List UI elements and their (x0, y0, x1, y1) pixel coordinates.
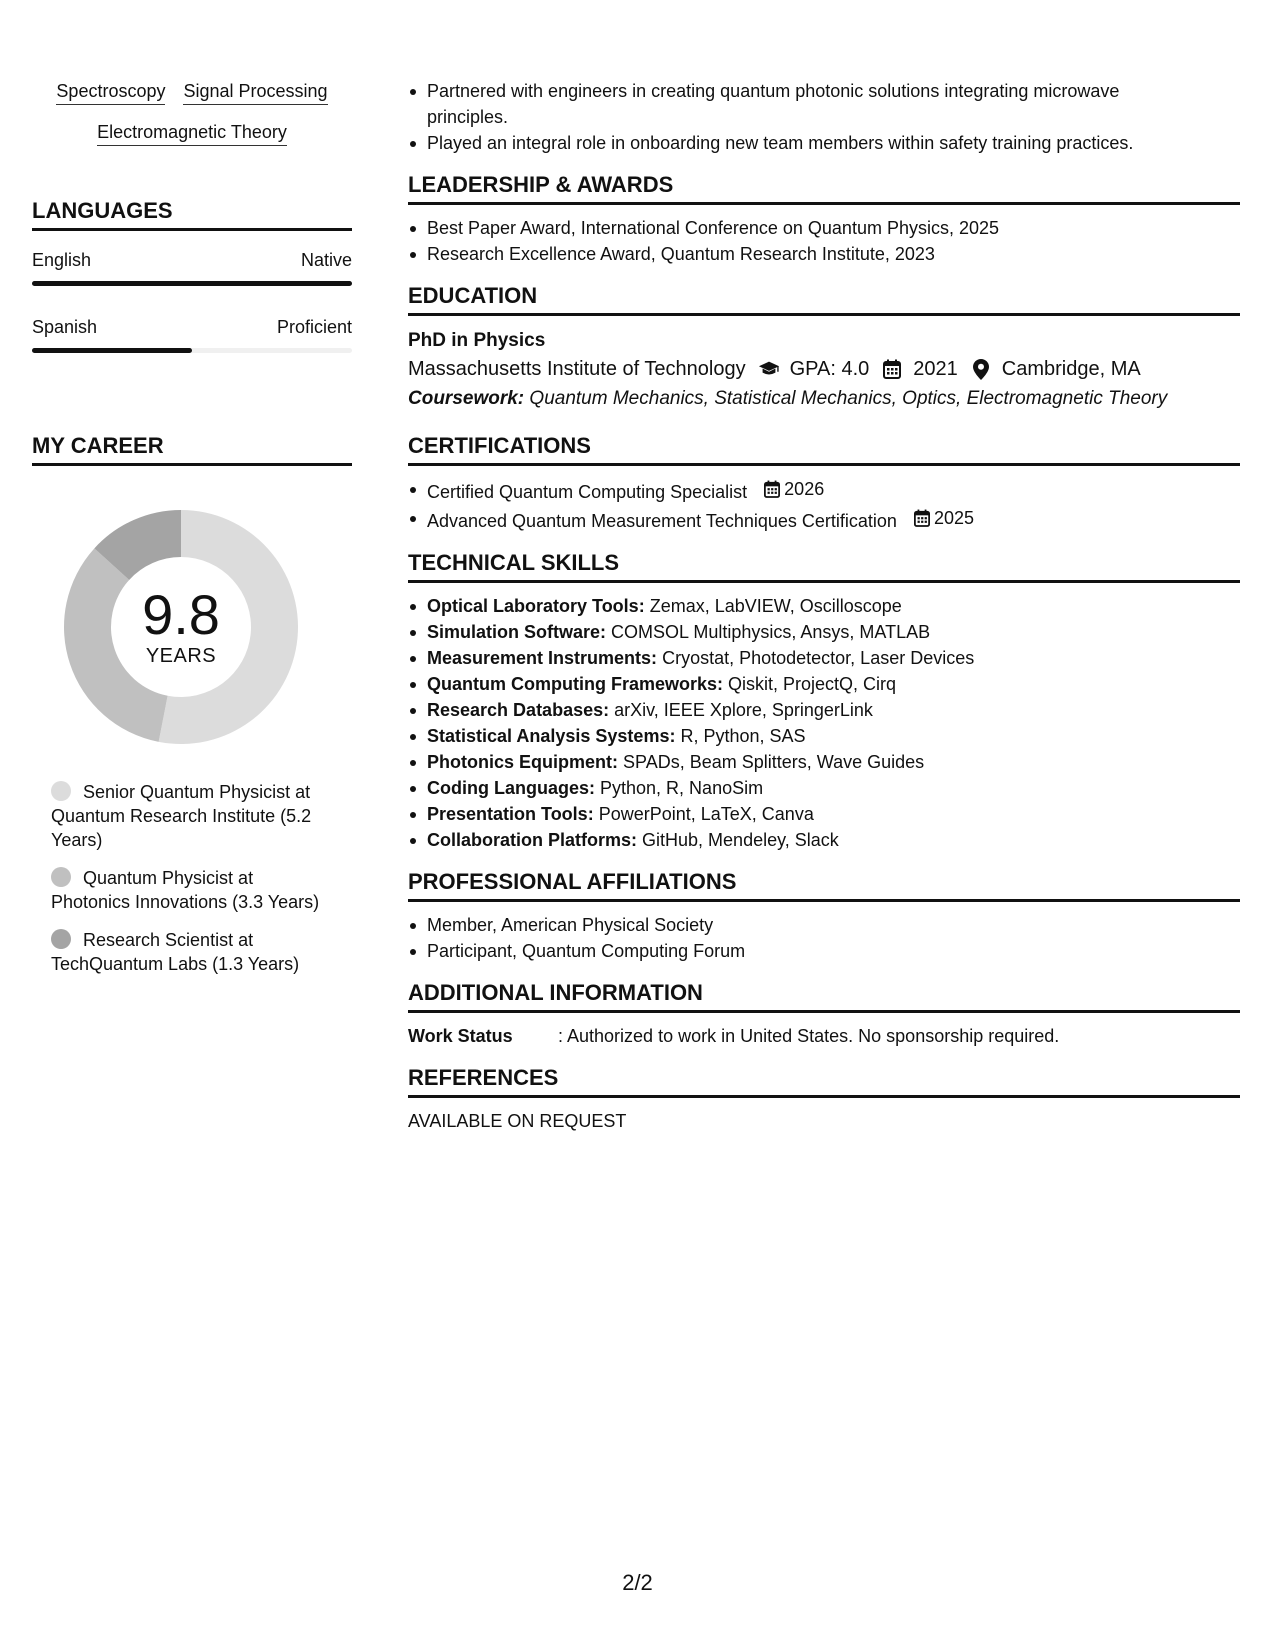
experience-bullet: Partnered with engineers in creating quantum photonic solutions integrating microwave principles. (408, 78, 1240, 130)
skill-tag: Spectroscopy (56, 80, 165, 105)
experience-bullet: Played an integral role in onboarding new team members within safety training practices. (408, 130, 1240, 156)
skill-item (408, 671, 1240, 697)
skill-item (408, 801, 1240, 827)
work-status-label: Work Status (408, 1026, 513, 1046)
skill-item (408, 619, 1240, 645)
skill-value: Qiskit, ProjectQ, Cirq (728, 674, 897, 694)
legend-text: Senior Quantum Physicist at Quantum Research Institute (5.2 Years) (51, 782, 312, 850)
references-text: AVAILABLE ON REQUEST (408, 1111, 627, 1131)
career-heading: MY CAREER (32, 433, 352, 466)
skill-value: GitHub, Mendeley, Slack (642, 830, 839, 850)
career-total-years: 9.8 (142, 583, 220, 646)
left-column (32, 80, 352, 990)
skill-tag: Electromagnetic Theory (97, 121, 287, 146)
skill-value: PowerPoint, LaTeX, Canva (598, 804, 814, 824)
language-bar (32, 348, 352, 353)
skill-item (408, 593, 1240, 619)
award-item: Research Excellence Award, Quantum Research Institute, 2023 (408, 241, 1240, 267)
calendar-icon (914, 509, 930, 527)
right-column (408, 78, 1240, 1134)
skill-label: Collaboration Platforms: (427, 830, 638, 850)
certification-item (408, 505, 1240, 534)
skill-item (408, 775, 1240, 801)
gpa: GPA: 4.0 (789, 358, 870, 380)
donut-center (56, 502, 306, 752)
coursework (408, 384, 1240, 414)
legend-dot (51, 781, 71, 801)
skill-label: Simulation Software: (427, 622, 607, 642)
school-name: Massachusetts Institute of Technology (408, 358, 746, 380)
language-level: Native (300, 250, 352, 270)
legend-text: Quantum Physicist at Photonics Innovations (3.3 Years) (51, 868, 320, 912)
certifications-list (408, 476, 1240, 534)
affiliations-heading: PROFESSIONAL AFFILIATIONS (408, 868, 1240, 902)
references-heading: REFERENCES (408, 1064, 1240, 1098)
affiliation-item: Participant, Quantum Computing Forum (408, 938, 1240, 964)
certification-date (764, 476, 824, 502)
education-details (408, 354, 1240, 384)
award-item: Best Paper Award, International Conference on Quantum Physics, 2025 (408, 215, 1240, 241)
skill-value: SPADs, Beam Splitters, Wave Guides (623, 752, 925, 772)
skill-item (408, 645, 1240, 671)
skill-label: Optical Laboratory Tools: (427, 596, 645, 616)
skill-item (408, 723, 1240, 749)
skill-value: R, Python, SAS (680, 726, 806, 746)
legend-item (51, 928, 332, 976)
location-pin-icon (970, 358, 992, 380)
affiliation-item: Member, American Physical Society (408, 912, 1240, 938)
skill-item (408, 827, 1240, 853)
experience-bullets (408, 78, 1240, 156)
skill-label: Research Databases: (427, 700, 610, 720)
coursework-label: Coursework: (408, 388, 525, 409)
skill-tags (32, 80, 352, 146)
leadership-list (408, 215, 1240, 267)
languages-heading: LANGUAGES (32, 198, 352, 231)
career-donut-chart (56, 502, 306, 752)
work-status-value: : Authorized to work in United States. No sponsorship required. (558, 1026, 1060, 1046)
page-number: 2/2 (622, 1570, 653, 1595)
additional-info-heading: ADDITIONAL INFORMATION (408, 979, 1240, 1013)
work-status-row (408, 1023, 1240, 1049)
skill-value: COMSOL Multiphysics, Ansys, MATLAB (611, 622, 931, 642)
certification-date (914, 505, 974, 531)
skill-label: Coding Languages: (427, 778, 595, 798)
legend-item (51, 866, 332, 914)
legend-text: Research Scientist at TechQuantum Labs (1.3 Years) (51, 930, 300, 974)
certifications-heading: CERTIFICATIONS (408, 432, 1240, 466)
skill-tag: Signal Processing (183, 80, 327, 105)
affiliations-list (408, 912, 1240, 964)
language-name: English (32, 250, 92, 270)
skills-heading: TECHNICAL SKILLS (408, 549, 1240, 583)
degree-title: PhD in Physics (408, 330, 546, 351)
legend-dot (51, 867, 71, 887)
skill-label: Measurement Instruments: (427, 648, 658, 668)
skill-label: Quantum Computing Frameworks: (427, 674, 724, 694)
certification-item (408, 476, 1240, 505)
skill-value: Cryostat, Photodetector, Laser Devices (662, 648, 975, 668)
legend-item (51, 780, 332, 852)
education-heading: EDUCATION (408, 282, 1240, 316)
language-row (32, 316, 352, 338)
career-total-unit: YEARS (145, 645, 217, 667)
leadership-heading: LEADERSHIP & AWARDS (408, 171, 1240, 205)
certification-name: Certified Quantum Computing Specialist (427, 482, 748, 502)
skill-value: Zemax, LabVIEW, Oscilloscope (649, 596, 902, 616)
calendar-icon (764, 480, 780, 498)
career-legend (32, 780, 332, 976)
skills-list (408, 593, 1240, 853)
calendar-icon (881, 358, 903, 380)
skill-label: Photonics Equipment: (427, 752, 618, 772)
language-row (32, 249, 352, 271)
language-bar-fill (32, 281, 352, 286)
skill-label: Presentation Tools: (427, 804, 594, 824)
language-level: Proficient (276, 317, 352, 337)
language-bar (32, 281, 352, 286)
graduation-cap-icon (758, 358, 780, 380)
skill-item (408, 749, 1240, 775)
certification-year: 2026 (784, 479, 825, 499)
skill-label: Statistical Analysis Systems: (427, 726, 676, 746)
skill-item (408, 697, 1240, 723)
certification-year: 2025 (933, 508, 974, 528)
coursework-list: Quantum Mechanics, Statistical Mechanics, Optics, Electromagnetic Theory (529, 388, 1168, 409)
legend-dot (51, 929, 71, 949)
skill-value: Python, R, NanoSim (600, 778, 764, 798)
language-bar-fill (32, 348, 192, 353)
language-name: Spanish (32, 317, 98, 337)
school-location: Cambridge, MA (1001, 358, 1141, 380)
skill-value: arXiv, IEEE Xplore, SpringerLink (614, 700, 873, 720)
certification-name: Advanced Quantum Measurement Techniques Certification (427, 511, 897, 531)
graduation-year: 2021 (913, 358, 958, 380)
